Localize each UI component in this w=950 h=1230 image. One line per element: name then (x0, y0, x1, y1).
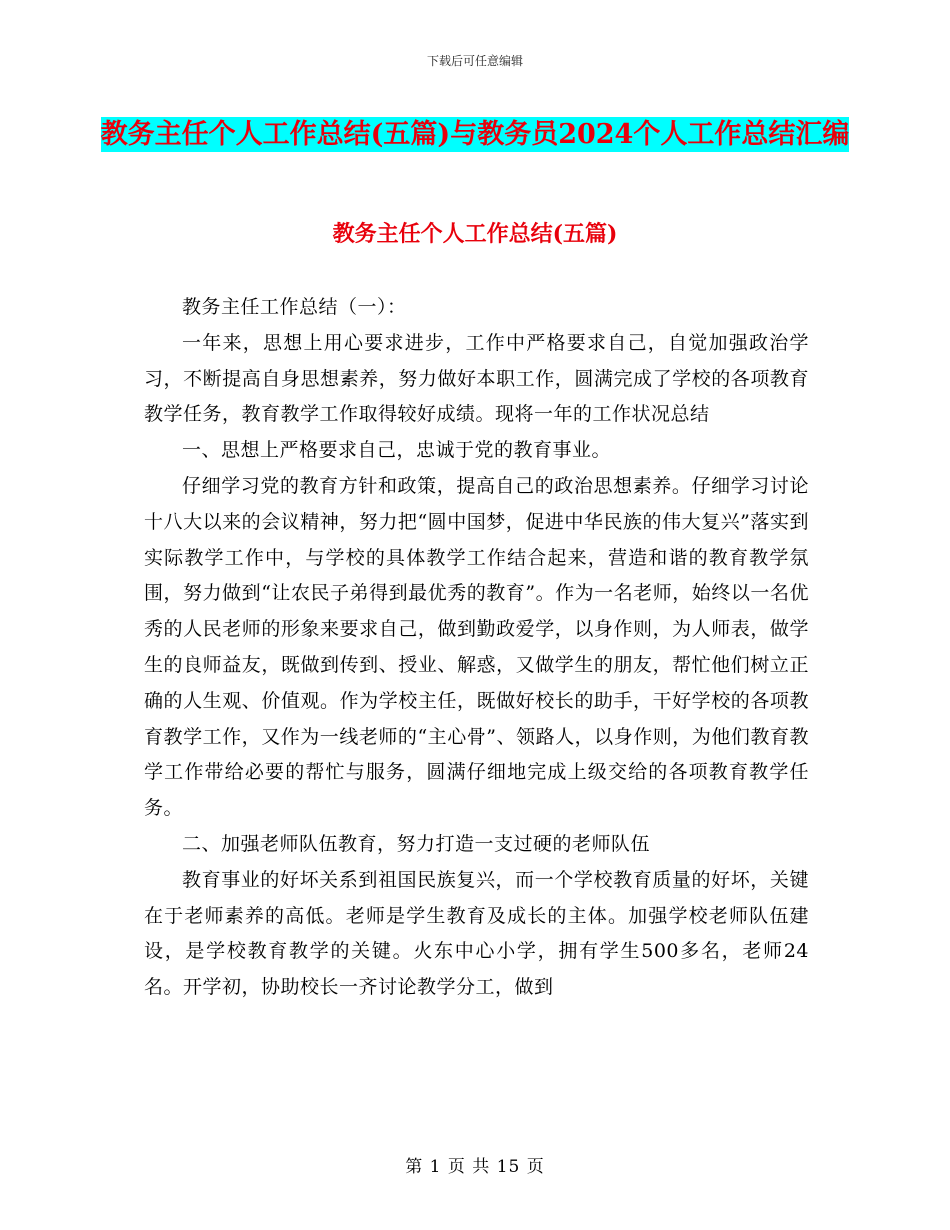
paragraph-heading-1: 教务主任工作总结（一）： (182, 296, 407, 318)
section-title: 教务主任个人工作总结(五篇) (332, 221, 618, 247)
paragraph-section-heading: 一、思想上严格要求自己，忠诚于党的教育事业。 (182, 439, 612, 462)
paragraph-section-heading: 二、加强老师队伍教育，努力打造一支过硬的老师队伍 (182, 832, 651, 855)
paragraph: 教育事业的好坏关系到祖国民族复兴，而一个学校教育质量的好坏，关键在于老师素养的高低。老师是学生教育及成长的主体。加强学校老师队伍建设，是学校教育教学的关键。火东中心小学，拥有学生500多名，老师24名。开学初，协助校长一齐讨论教学分工，做到 (144, 868, 809, 999)
page-number: 第 1 页 共 15 页 (405, 1157, 545, 1177)
paragraph: 一年来，思想上用心要求进步，工作中严格要求自己，自觉加强政治学习，不断提高自身思想素养，努力做好本职工作，圆满完成了学校的各项教育教学任务，教育教学工作取得较好成绩。现将一年的工作状况总结 (144, 331, 809, 426)
document-title (60, 112, 890, 157)
document-title-text: 教务主任个人工作总结(五篇)与教务员2024个人工作总结汇编 (100, 119, 850, 150)
paragraph: 仔细学习党的教育方针和政策，提高自己的政治思想素养。仔细学习讨论十八大以来的会议精神，努力把“圆中国梦，促进中华民族的伟大复兴”落实到实际教学工作中，与学校的具体教学工作结合起来，营造和谐的教育教学氛围，努力做到“让农民子弟得到最优秀的教育”。作为一名老师，始终以一名优秀的人民老师的形象来要求自己，做到勤政爱学，以身作则，为人师表，做学生的良师益友，既做到传到、授业、解惑，又做学生的朋友，帮忙他们树立正确的人生观、价值观。作为学校主任，既做好校长的助手，干好学校的各项教育教学工作，又作为一线老师的“主心骨”、领路人，以身作则，为他们教育教学工作带给必要的帮忙与服务，圆满仔细地完成上级交给的各项教育教学任务。 (144, 474, 809, 820)
header-note: 下载后可任意编辑 (426, 54, 523, 68)
document-body (144, 290, 809, 1006)
